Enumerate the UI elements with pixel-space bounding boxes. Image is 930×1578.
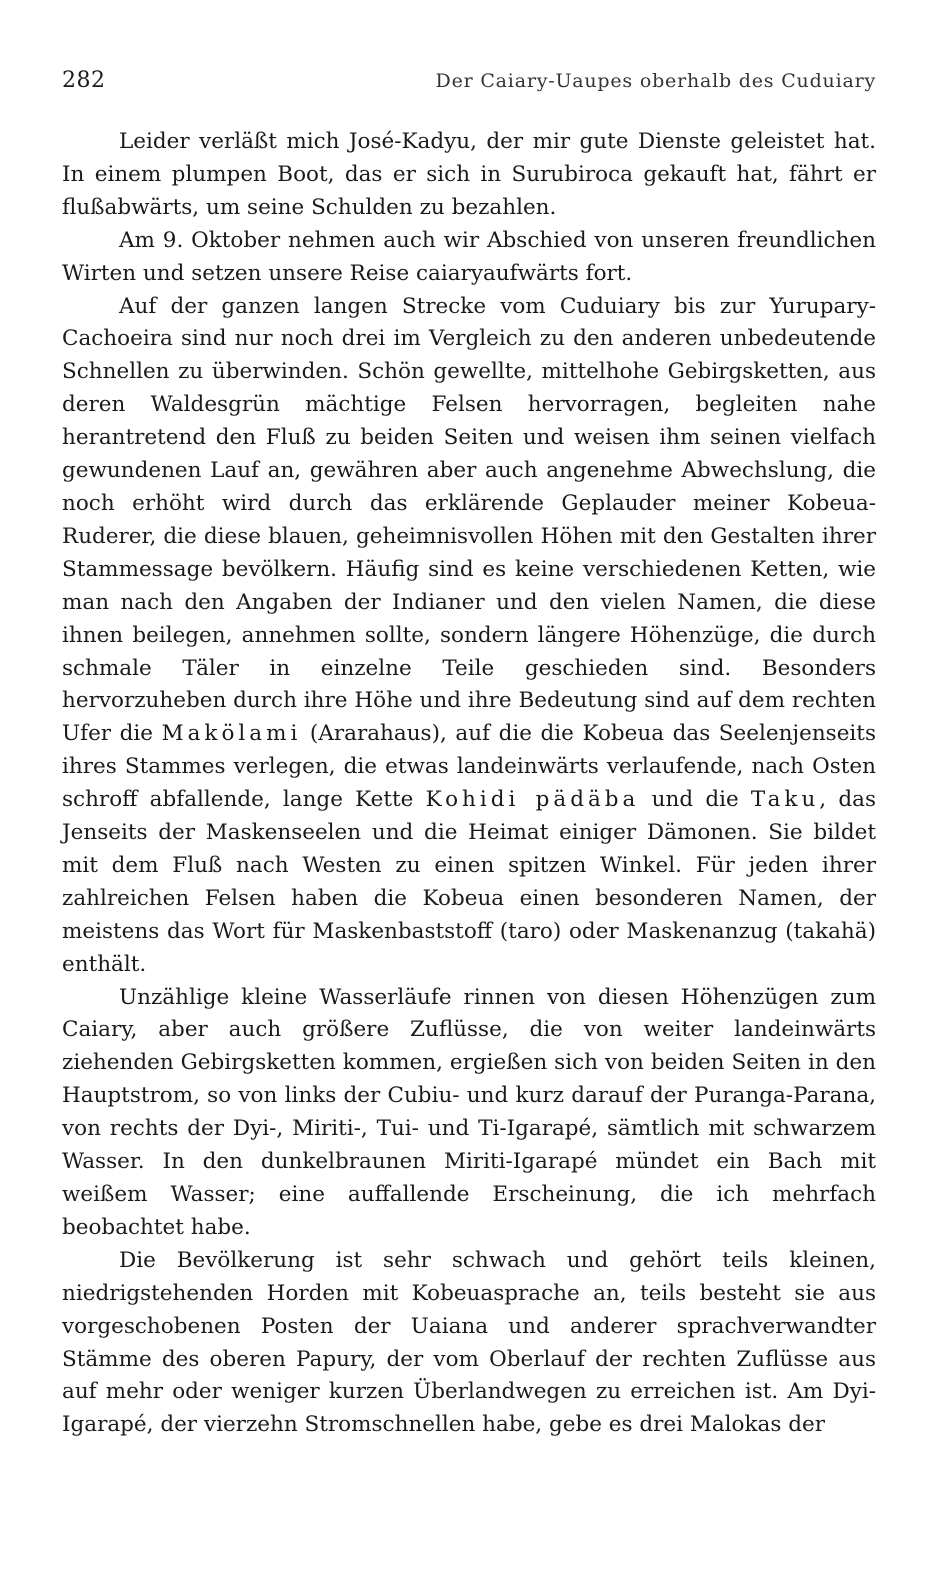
body-text: [62, 126, 876, 1442]
paragraph-3-text: und die: [639, 787, 751, 813]
paragraph-4: Unzählige kleine Wasserläufe rinnen von diesen Höhenzügen zum Caiary, aber auch größere Zuflüsse, die von weiter landeinwärts ziehenden Gebirgsketten kommen, ergießen sich von beiden Seiten in den Hauptstrom, so von links der Cubiu- und kurz darauf der Puranga-Parana, von rechts der Dyi-, Miriti-, Tui- und Ti-Igarapé, sämtlich mit schwarzem Wasser. In den dunkelbraunen Miriti-Igarapé mündet ein Bach mit weißem Wasser; eine auffallende Erscheinung, die ich mehrfach beobachtet habe.: [62, 984, 876, 1240]
book-page: [62, 68, 876, 1442]
place-name-taku: Taku: [750, 787, 820, 813]
place-name-kohidi-padaba: Kohidi pädäba: [425, 787, 640, 813]
paragraph-3-text: (Ararahaus), auf die die Kobeua das Seelenjenseits ihres Stammes verlegen, die etwas landeinwärts verlaufende, nach Osten schroff abfallende, lange Kette: [62, 721, 876, 813]
paragraph-2: Am 9. Oktober nehmen auch wir Abschied von unseren freundlichen Wirten und setzen unsere Reise caiaryaufwärts fort.: [62, 227, 876, 286]
running-title: Der Caiary-Uaupes oberhalb des Cuduiary: [435, 70, 876, 92]
paragraph-3: [62, 291, 876, 982]
paragraph-3-text: , das Jenseits der Maskenseelen und die Heimat einiger Dämonen. Sie bildet mit dem Fluß nach Westen zu einen spitzen Winkel. Für jeden ihrer zahlreichen Felsen haben die Kobeua einen besonderen Namen, der meistens das Wort für Maskenbaststoff (taro) oder Maskenanzug (takahä) enthält.: [62, 787, 876, 977]
paragraph-1: Leider verläßt mich José-Kadyu, der mir gute Dienste geleistet hat. In einem plumpen Boot, das er sich in Surubiroca gekauft hat, fährt er flußabwärts, um seine Schulden zu bezahlen.: [62, 129, 876, 220]
paragraph-5: Die Bevölkerung ist sehr schwach und gehört teils kleinen, niedrigstehenden Horden mit Kobeuasprache an, teils besteht sie aus vorgeschobenen Posten der Uaiana und anderer sprachverwandter Stämme des oberen Papury, der vom Oberlauf der rechten Zuflüsse aus auf mehr oder weniger kurzen Überlandwegen zu erreichen ist. Am Dyi-Igarapé, der vierzehn Stromschnellen habe, gebe es drei Malokas der: [62, 1247, 876, 1438]
page-number: 282: [62, 68, 106, 93]
page-header: [62, 68, 876, 108]
paragraph-3-text: Auf der ganzen langen Strecke vom Cuduiary bis zur Yurupary-Cachoeira sind nur noch drei im Vergleich zu den anderen unbedeutende Schnellen zu überwinden. Schön gewellte, mittelhohe Gebirgsketten, aus deren Waldesgrün mächtige Felsen hervorragen, begleiten nahe herantretend den Fluß zu beiden Seiten und weisen ihm seinen vielfach gewundenen Lauf an, gewähren aber auch angenehme Abwechslung, die noch erhöht wird durch das erklärende Geplauder meiner Kobeua-Ruderer, die diese blauen, geheimnisvollen Höhen mit den Gestalten ihrer Stammessage bevölkern. Häufig sind es keine verschiedenen Ketten, wie man nach den Angaben der Indianer und den vielen Namen, die diese ihnen beilegen, annehmen sollte, sondern längere Höhenzüge, die durch schmale Täler in einzelne Teile geschieden sind. Besonders hervorzuheben durch ihre Höhe und ihre Bedeutung sind auf dem rechten Ufer die: [62, 293, 876, 747]
place-name-makolami: Makölami: [161, 721, 302, 747]
